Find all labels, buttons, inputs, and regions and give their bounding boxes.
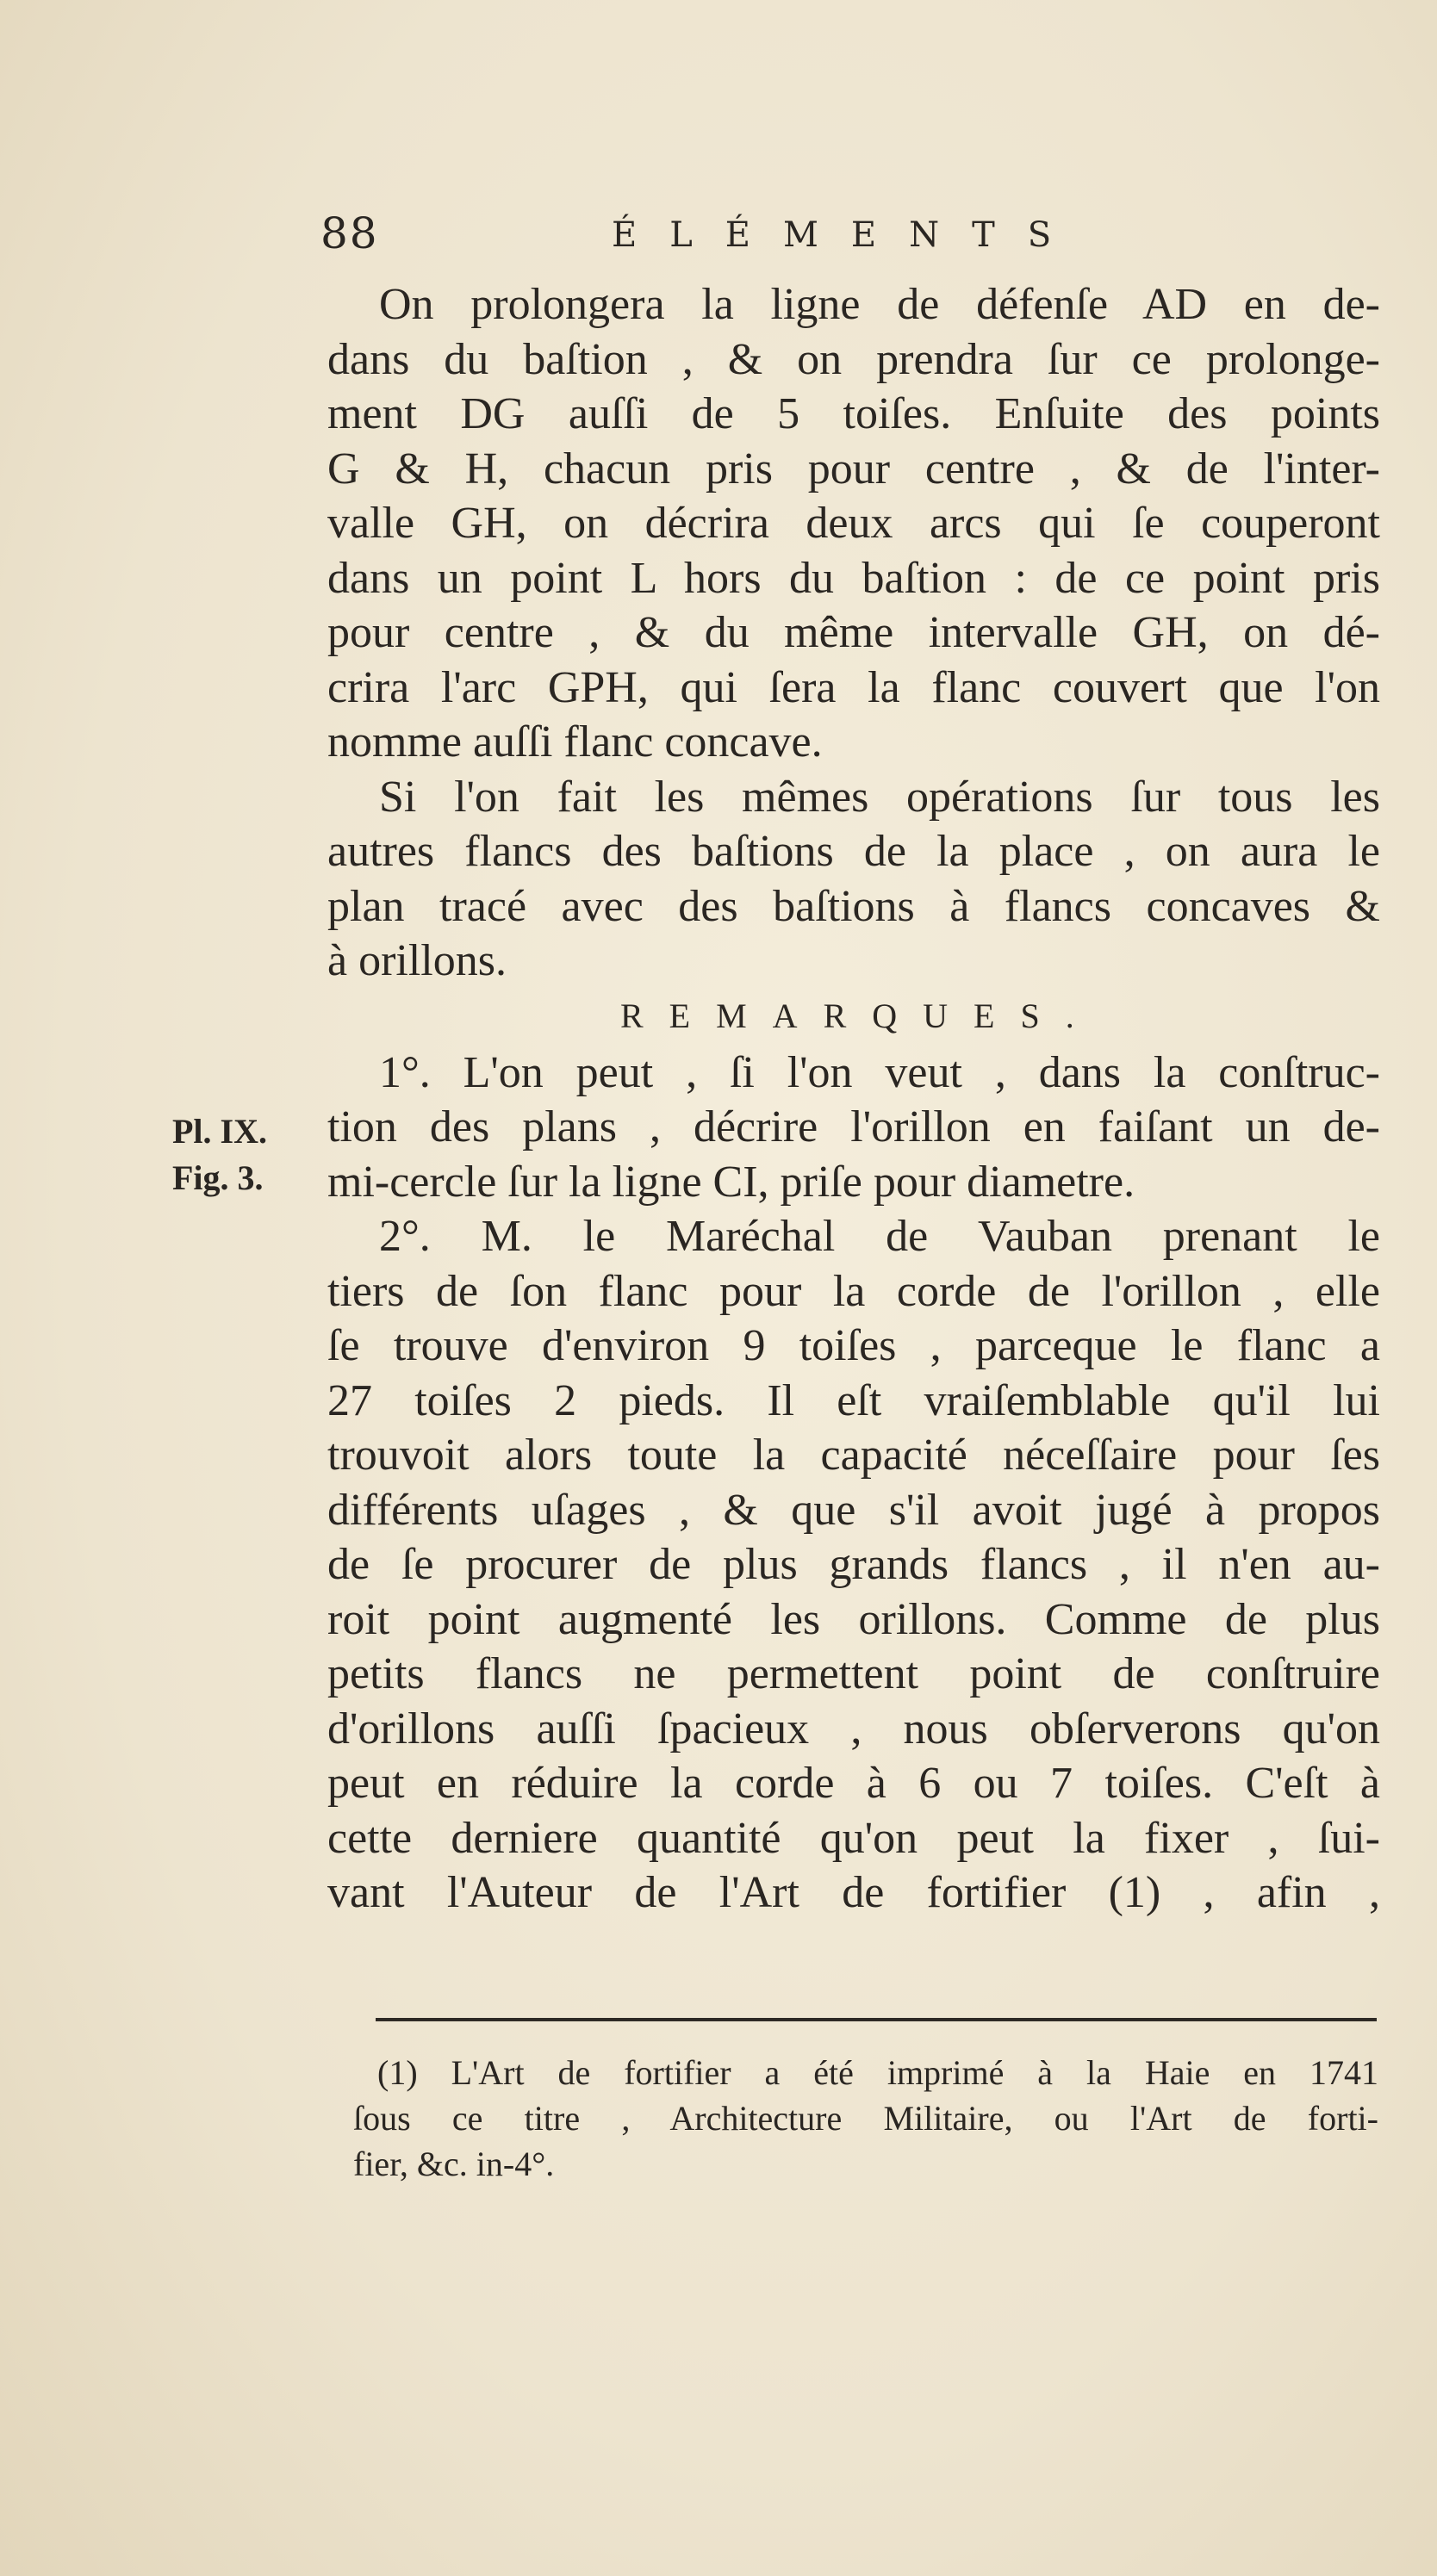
text-line: mi-cercle ſur la ligne CI, priſe pour diametre. — [327, 1157, 1135, 1207]
text-line: ment DG auſſi de 5 toiſes. Enſuite des points — [327, 389, 1380, 438]
text-line: vant l'Auteur de l'Art de fortifier (1) , afin , — [327, 1868, 1380, 1917]
page-number: 88 — [320, 208, 379, 258]
text-line: d'orillons auſſi ſpacieux , nous obſerverons qu'on — [327, 1704, 1380, 1754]
text-line: dans du baſtion , & on prendra ſur ce prolonge- — [327, 334, 1380, 384]
text-line: G & H, chacun pris pour centre , & de l'inter- — [327, 444, 1380, 493]
text-line: Si l'on fait les mêmes opérations ſur tous les — [379, 772, 1380, 822]
text-line: cette derniere quantité qu'on peut la fixer , ſui- — [327, 1813, 1380, 1863]
text-line: tiers de ſon flanc pour la corde de l'orillon , elle — [327, 1266, 1380, 1316]
section-heading: REMARQUES. — [620, 996, 1100, 1035]
footnote — [353, 2050, 1378, 2187]
text-line: 1°. L'on peut , ſi l'on veut , dans la conſtruc- — [379, 1047, 1380, 1097]
text-line: trouvoit alors toute la capacité néceſſaire pour ſes — [327, 1431, 1380, 1480]
footnote-rule — [376, 2018, 1377, 2021]
text-line: plan tracé avec des baſtions à flancs concaves & — [327, 881, 1380, 931]
margin-note-plate: Pl. IX. — [172, 1112, 267, 1151]
text-line: tion des plans , décrire l'orillon en faiſant un de- — [327, 1102, 1380, 1151]
footnote-line: ſous ce titre , Architecture Militaire, ou l'Art de forti- — [353, 2099, 1378, 2138]
margin-note-figure: Fig. 3. — [172, 1158, 264, 1197]
text-line: différents uſages , & que s'il avoit jugé à propos — [327, 1485, 1380, 1535]
text-line: ſe trouve d'environ 9 toiſes , parceque le flanc a — [327, 1321, 1380, 1370]
text-line: à orillons. — [327, 936, 507, 985]
text-line: nomme auſſi flanc concave. — [327, 717, 823, 767]
footnote-line: (1) L'Art de fortifier a été imprimé à la Haie en 1741 — [377, 2053, 1378, 2092]
text-line: roit point augmenté les orillons. Comme de plus — [327, 1594, 1380, 1644]
footnote-line: fier, &c. in-4°. — [353, 2145, 555, 2183]
text-line: de ſe procurer de plus grands flancs , il n'en au- — [327, 1540, 1380, 1589]
text-line: peut en réduire la corde à 6 ou 7 toiſes. C'eſt à — [327, 1759, 1380, 1808]
text-line: 27 toiſes 2 pieds. Il eſt vraiſemblable qu'il lui — [327, 1375, 1380, 1425]
text-line: valle GH, on décrira deux arcs qui ſe couperont — [327, 499, 1380, 548]
text-line: pour centre , & du même intervalle GH, on dé- — [327, 608, 1380, 657]
text-line: petits flancs ne permettent point de conſtruire — [327, 1649, 1380, 1698]
text-line: On prolongera la ligne de défenſe AD en de- — [379, 280, 1380, 329]
text-line: autres flancs des baſtions de la place , on aura le — [327, 827, 1380, 876]
text-line: 2°. M. le Maréchal de Vauban prenant le — [379, 1212, 1380, 1261]
text-line: crira l'arc GPH, qui ſera la flanc couvert que l'on — [327, 662, 1380, 712]
running-title: ÉLÉMENTS — [612, 215, 1085, 255]
main-text — [327, 277, 1380, 1921]
text-line: dans un point L hors du baſtion : de ce point pris — [327, 553, 1380, 603]
